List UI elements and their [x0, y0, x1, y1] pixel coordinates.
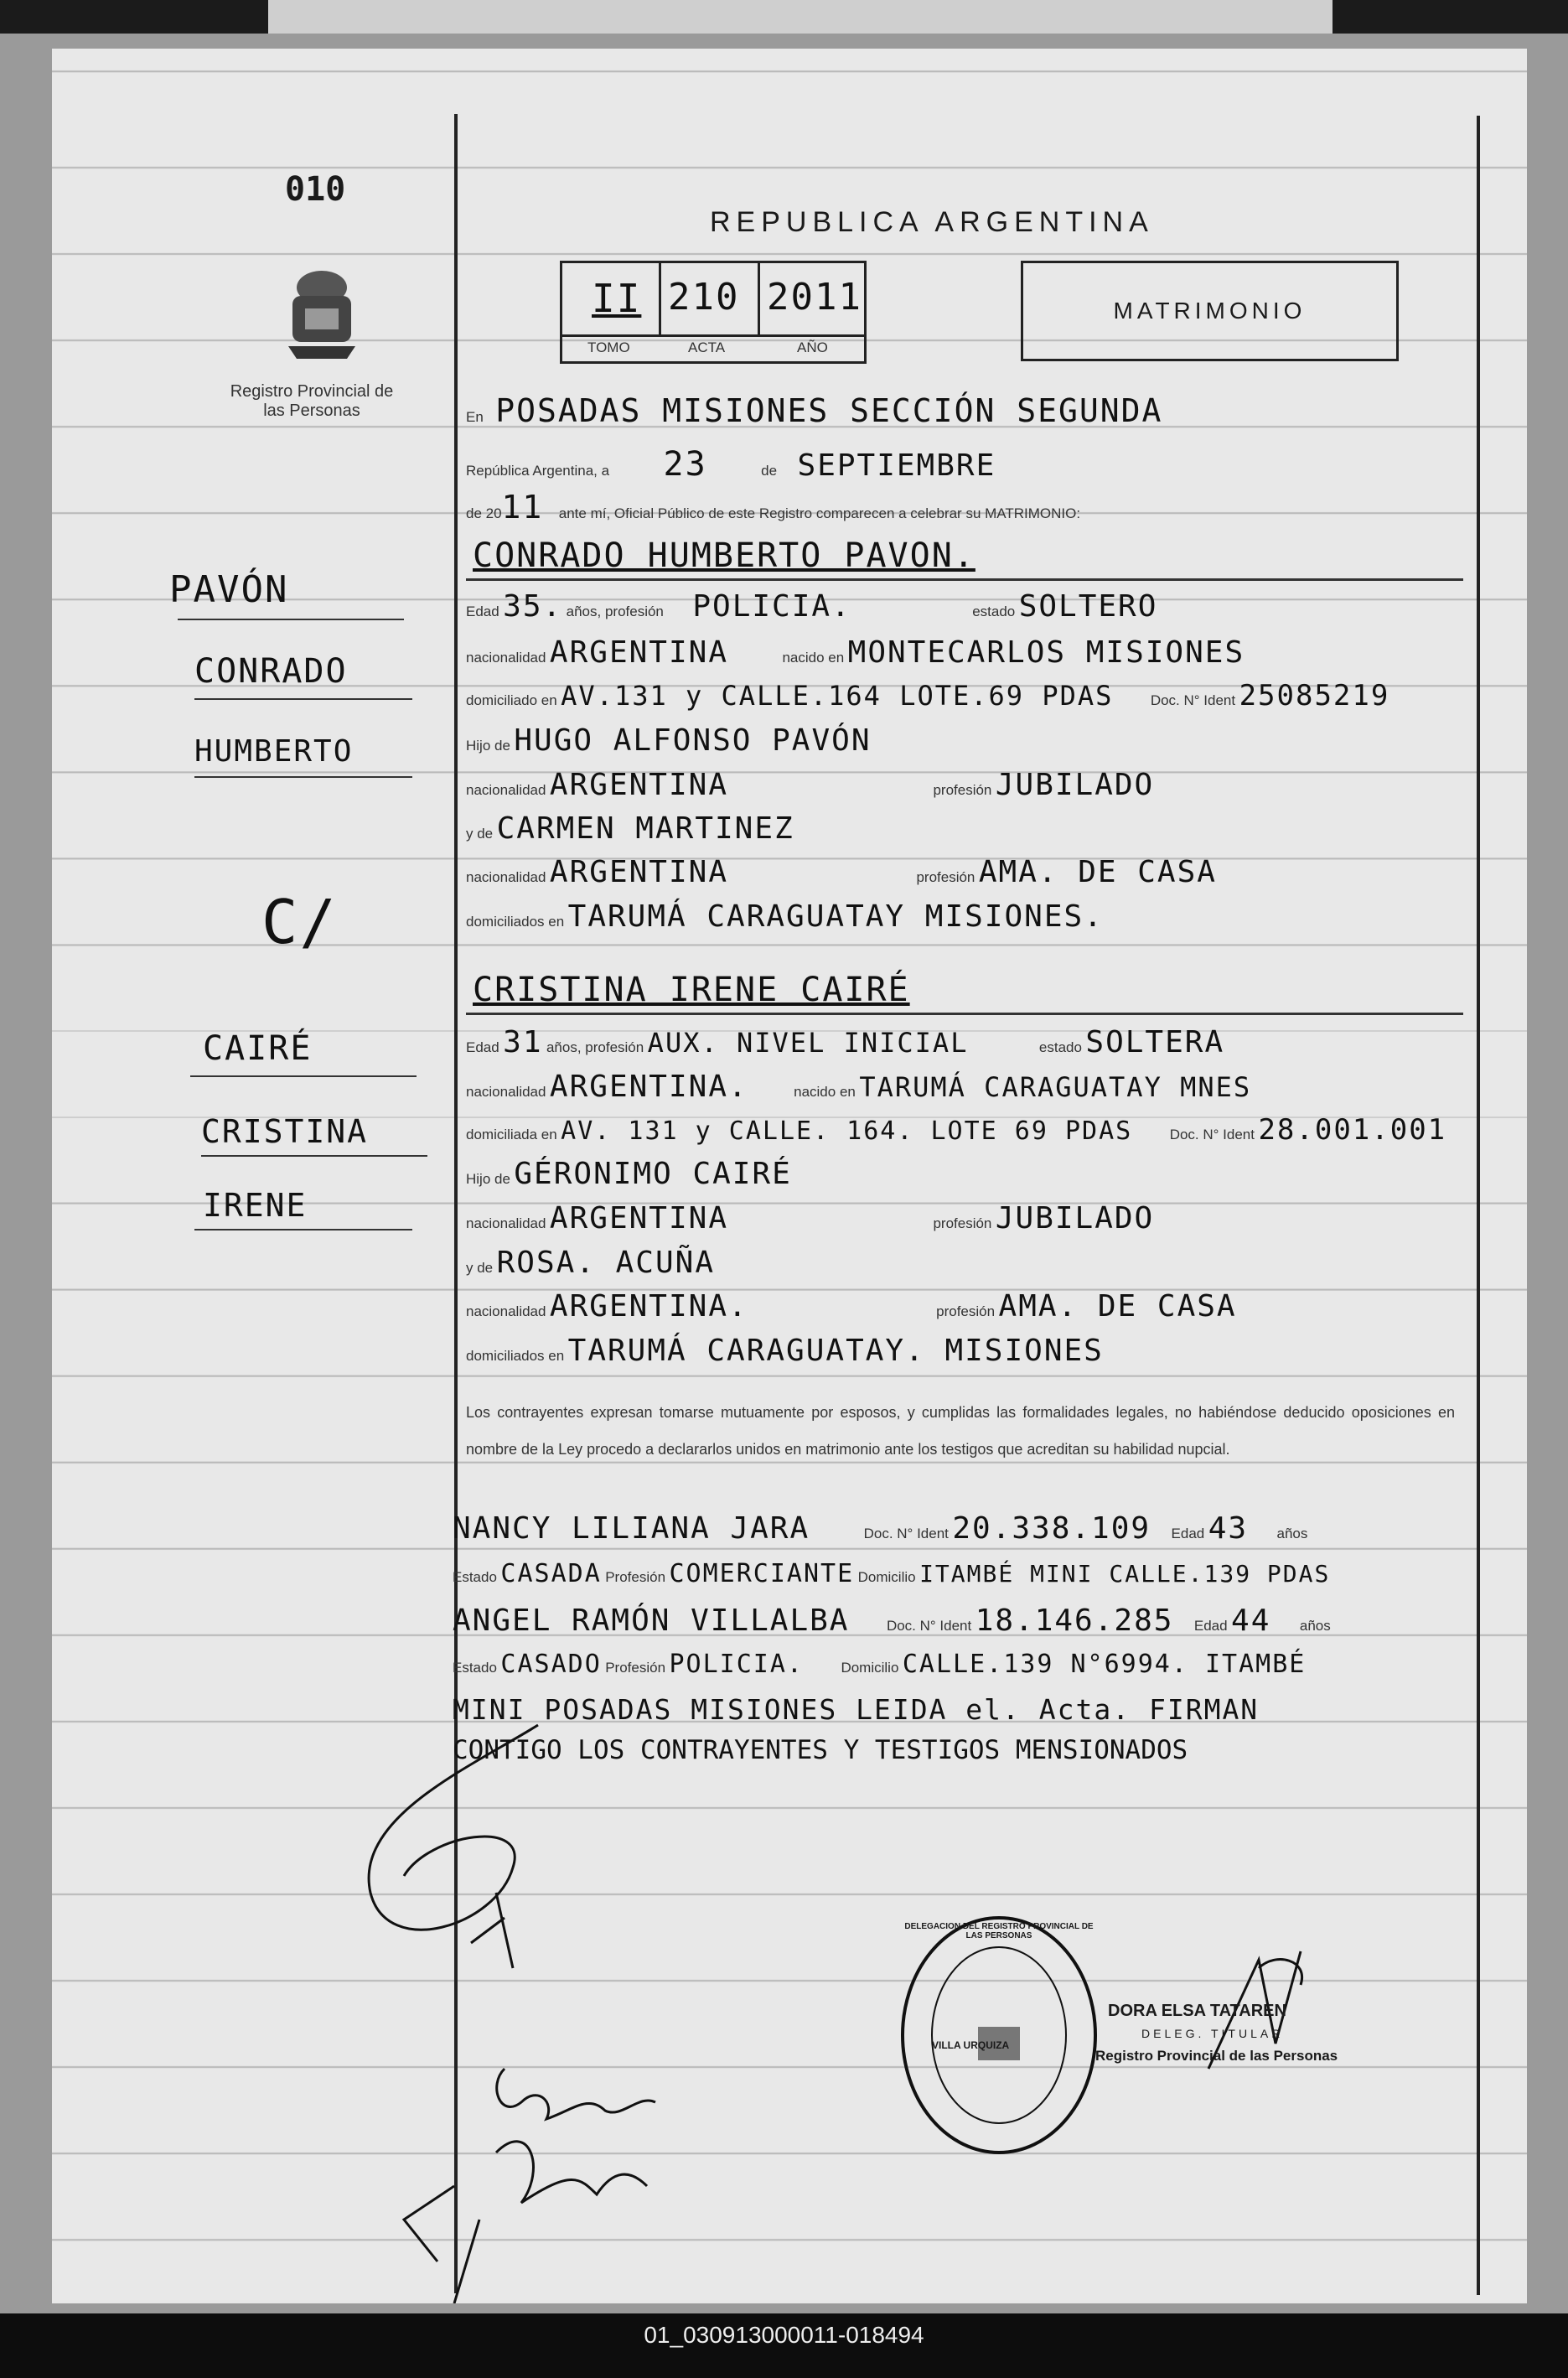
estado-label: estado [1038, 1039, 1082, 1055]
bride-father-nat: ARGENTINA [549, 1201, 728, 1236]
doc-label: Doc. N° Ident [1169, 1127, 1255, 1142]
bride-father-row [466, 1157, 792, 1191]
tomo-label: TOMO [587, 339, 630, 355]
groom-age: 35. [503, 589, 563, 624]
groom-mother-nat-row [466, 855, 1217, 889]
nacido-label: nacido en [794, 1084, 856, 1100]
nacionalidad-label: nacionalidad [466, 869, 546, 885]
ante-text: ante mí, Oficial Público de este Registro comparecen a celebrar su MATRIMONIO: [558, 505, 1081, 521]
profesion-label: profesión [936, 1303, 996, 1319]
bride-nationality: ARGENTINA. [549, 1070, 748, 1104]
nacionalidad-label: nacionalidad [466, 1215, 546, 1231]
bride-nationality-row [466, 1070, 1251, 1104]
anio-value: 2011 [767, 276, 862, 319]
groom-nationality: ARGENTINA [549, 635, 728, 670]
register-page [52, 49, 1527, 2303]
year-prefix: de 20 [466, 505, 502, 521]
day-value: 23 [663, 445, 707, 484]
nacionalidad-label: nacionalidad [466, 650, 546, 666]
stamp-ring-text: DELEGACION DEL REGISTRO PROVINCIAL DE LAS PERSONAS [904, 1922, 1094, 1940]
groom-father-row [466, 723, 872, 758]
declaration-text: Los contrayentes expresan tomarse mutuamente por esposos, y cumplidas las formalidades legales, no habiéndose deducido oposiciones en nombre de la Ley procedo a declararlos unidos en matrimonio ante los testigos que acreditan su habilidad nupcial. [466, 1404, 1455, 1458]
witness2-edad-label: Edad [1193, 1618, 1228, 1634]
record-ref-box [560, 261, 867, 364]
stamp-place: VILLA URQUIZA [932, 2039, 1010, 2051]
witness1-row [453, 1511, 1475, 1546]
witness1-estado-label: Estado [453, 1569, 497, 1585]
groom-status: SOLTERO [1018, 589, 1158, 624]
bride-profession: AUX. NIVEL INICIAL [647, 1027, 969, 1059]
bride-mother-prof: AMA. DE CASA [998, 1289, 1237, 1324]
provincial-crest-icon [272, 250, 372, 367]
bride-father-prof: JUBILADO [995, 1201, 1155, 1236]
bride-mother-row [466, 1246, 715, 1280]
groom-father-prof: JUBILADO [995, 768, 1155, 802]
nacionalidad-label: nacionalidad [466, 1084, 546, 1100]
witness2-status: CASADO [500, 1650, 602, 1679]
bride-mother: ROSA. ACUÑA [496, 1246, 716, 1280]
acta-value: 210 [668, 276, 740, 319]
witness2-profesion-label: Profesión [605, 1660, 666, 1676]
margin-groom-name1: CONRADO [194, 652, 348, 691]
year-suffix: 11 [501, 489, 544, 526]
witness2-profession: POLICIA. [669, 1650, 804, 1679]
groom-doc: 25085219 [1239, 679, 1390, 712]
margin-bride-name1: CRISTINA [201, 1113, 369, 1150]
bride-age: 31 [503, 1025, 543, 1059]
witness1-name: NANCY LILIANA JARA [453, 1511, 810, 1546]
witness2-domicilio-label: Domicilio [841, 1660, 899, 1676]
groom-mother-prof: AMA. DE CASA [978, 855, 1217, 889]
tomo-value: II [592, 276, 642, 321]
intro-year-row [466, 489, 1080, 526]
groom-father-nat: ARGENTINA [549, 768, 728, 802]
page-number: 010 [285, 170, 346, 209]
domiciliados-label: domiciliados en [466, 914, 565, 930]
month-value: SEPTIEMBRE [797, 448, 996, 483]
anio-label: AÑO [797, 339, 828, 355]
witness1-doc-label: Doc. N° Ident [863, 1526, 949, 1541]
margin-groom-name2: HUMBERTO [194, 734, 354, 769]
nacionalidad-label: nacionalidad [466, 782, 546, 798]
en-label: En [466, 409, 484, 425]
groom-address: AV.131 y CALLE.164 LOTE.69 PDAS [561, 680, 1114, 712]
edad-label: Edad [466, 1039, 499, 1055]
country-title: REPUBLICA ARGENTINA [710, 206, 1154, 238]
groom-born: MONTECARLOS MISIONES [847, 635, 1245, 670]
groom-profession: POLICIA. [692, 589, 851, 624]
hijo-label: Hijo de [466, 738, 510, 754]
republica-label: República Argentina, a [466, 463, 610, 479]
official-stamp [894, 1909, 1104, 2161]
groom-parents-address-row [466, 899, 1104, 934]
bride-address: AV. 131 y CALLE. 164. LOTE 69 PDAS [561, 1116, 1133, 1146]
groom-mother-row [466, 811, 794, 846]
witness1-domicilio-label: Domicilio [857, 1569, 916, 1585]
witness1-address: ITAMBÉ MINI CALLE.139 PDAS [919, 1560, 1331, 1588]
margin-groom-surname: PAVÓN [169, 568, 289, 611]
witness2-age: 44 [1231, 1603, 1271, 1638]
witness1-profession: COMERCIANTE [669, 1559, 855, 1588]
groom-father-nat-row [466, 768, 1154, 802]
edad-label: Edad [466, 604, 499, 619]
bride-born: TARUMÁ CARAGUATAY MNES [859, 1071, 1252, 1103]
margin-underline [178, 619, 404, 620]
margin-bride-name2: IRENE [203, 1187, 308, 1224]
groom-address-row [466, 679, 1389, 712]
acta-label: ACTA [688, 339, 726, 355]
groom-father: HUGO ALFONSO PAVÓN [514, 723, 872, 758]
witness2-row [453, 1603, 1475, 1638]
witness-signature-1 [497, 2069, 655, 2119]
groom-mother: CARMEN MARTINEZ [496, 811, 794, 846]
groom-nationality-row [466, 635, 1245, 670]
groom-mother-nat: ARGENTINA [549, 855, 728, 889]
witness1-edad-label: Edad [1171, 1526, 1205, 1541]
groom-full-name: CONRADO HUMBERTO PAVON. [473, 536, 975, 575]
separator-line [466, 1013, 1463, 1015]
witness1-anos-label: años [1276, 1526, 1308, 1541]
signature-stroke [471, 1893, 513, 1968]
place-value: POSADAS MISIONES SECCIÓN SEGUNDA [495, 392, 1163, 429]
witness2-anos-label: años [1299, 1618, 1331, 1634]
box-divider [562, 334, 864, 337]
groom-age-row [466, 589, 1463, 627]
bride-mother-nat: ARGENTINA. [549, 1289, 748, 1324]
de-label: de [761, 463, 778, 479]
closing-line-1: MINI POSADAS MISIONES LEIDA el. Acta. FIRMAN [453, 1693, 1260, 1726]
domiciliados-label: domiciliados en [466, 1348, 565, 1364]
witness1-age: 43 [1208, 1511, 1249, 1546]
official-name: DORA ELSA TATAREN [1108, 2002, 1286, 2020]
witness2-name: ANGEL RAMÓN VILLALBA [453, 1603, 850, 1638]
document-id-footer: 01_030913000011-018494 [644, 2322, 924, 2348]
record-type-box: MATRIMONIO [1021, 261, 1399, 361]
anos-prof-label: años, profesión [566, 604, 664, 619]
official-role: DELEG. TITULAR [1141, 2027, 1284, 2040]
official-org: Registro Provincial de las Personas [1095, 2048, 1338, 2064]
witness2-detail-row [453, 1650, 1306, 1679]
margin-conj: C/ [261, 887, 338, 957]
witness1-doc: 20.338.109 [952, 1511, 1151, 1546]
margin-underline [190, 1075, 417, 1077]
witness2-doc: 18.146.285 [975, 1603, 1174, 1638]
domiciliado-label: domiciliado en [466, 692, 557, 708]
nacido-label: nacido en [782, 650, 845, 666]
yde-label: y de [466, 1260, 494, 1276]
witness-signature-2 [404, 2142, 647, 2303]
separator-line [466, 578, 1463, 581]
intro-date-row [466, 445, 996, 484]
groom-signature [369, 1725, 538, 1930]
margin-underline [194, 776, 412, 778]
witness2-address: CALLE.139 N°6994. ITAMBÉ [902, 1650, 1307, 1679]
witness1-status: CASADA [500, 1559, 602, 1588]
doc-label: Doc. N° Ident [1150, 692, 1236, 708]
margin-underline [194, 698, 412, 700]
margin-underline [194, 1229, 412, 1230]
registry-name: Registro Provincial de las Personas [230, 382, 394, 420]
bride-address-row [466, 1113, 1446, 1147]
bride-parents-address-row [466, 1334, 1104, 1368]
anio-cell [760, 263, 864, 334]
bride-doc: 28.001.001 [1258, 1113, 1447, 1147]
right-frame [1477, 116, 1480, 2295]
domiciliada-label: domiciliada en [466, 1127, 557, 1142]
bride-father-nat-row [466, 1201, 1154, 1236]
bride-status: SOLTERA [1085, 1025, 1225, 1059]
witness2-estado-label: Estado [453, 1660, 497, 1676]
profesion-label: profesión [933, 782, 992, 798]
closing-line-2: CONTIGO LOS CONTRAYENTES Y TESTIGOS MENSIONADOS [453, 1735, 1188, 1765]
profesion-label: profesión [933, 1215, 992, 1231]
bride-full-name: CRISTINA IRENE CAIRÉ [473, 971, 910, 1009]
margin-underline [201, 1155, 427, 1157]
bride-mother-nat-row [466, 1289, 1237, 1324]
profesion-label: profesión [916, 869, 975, 885]
acta-cell [661, 263, 760, 334]
hijo-label: Hijo de [466, 1171, 510, 1187]
bride-parents-address: TARUMÁ CARAGUATAY. MISIONES [567, 1334, 1104, 1368]
tomo-cell [562, 263, 661, 334]
nacionalidad-label: nacionalidad [466, 1303, 546, 1319]
estado-label: estado [972, 604, 1016, 619]
groom-parents-address: TARUMÁ CARAGUATAY MISIONES. [567, 899, 1104, 934]
bride-father: GÉRONIMO CAIRÉ [514, 1157, 792, 1191]
witness2-doc-label: Doc. N° Ident [886, 1618, 972, 1634]
signatures-drawing [303, 1717, 739, 2303]
margin-bride-surname: CAIRÉ [203, 1029, 313, 1068]
intro-place-row [466, 392, 1162, 429]
witness1-profesion-label: Profesión [605, 1569, 666, 1585]
yde-label: y de [466, 826, 494, 842]
witness1-detail-row [453, 1559, 1330, 1588]
anos-prof-label: años, profesión [546, 1039, 644, 1055]
bride-age-row [466, 1025, 1463, 1059]
